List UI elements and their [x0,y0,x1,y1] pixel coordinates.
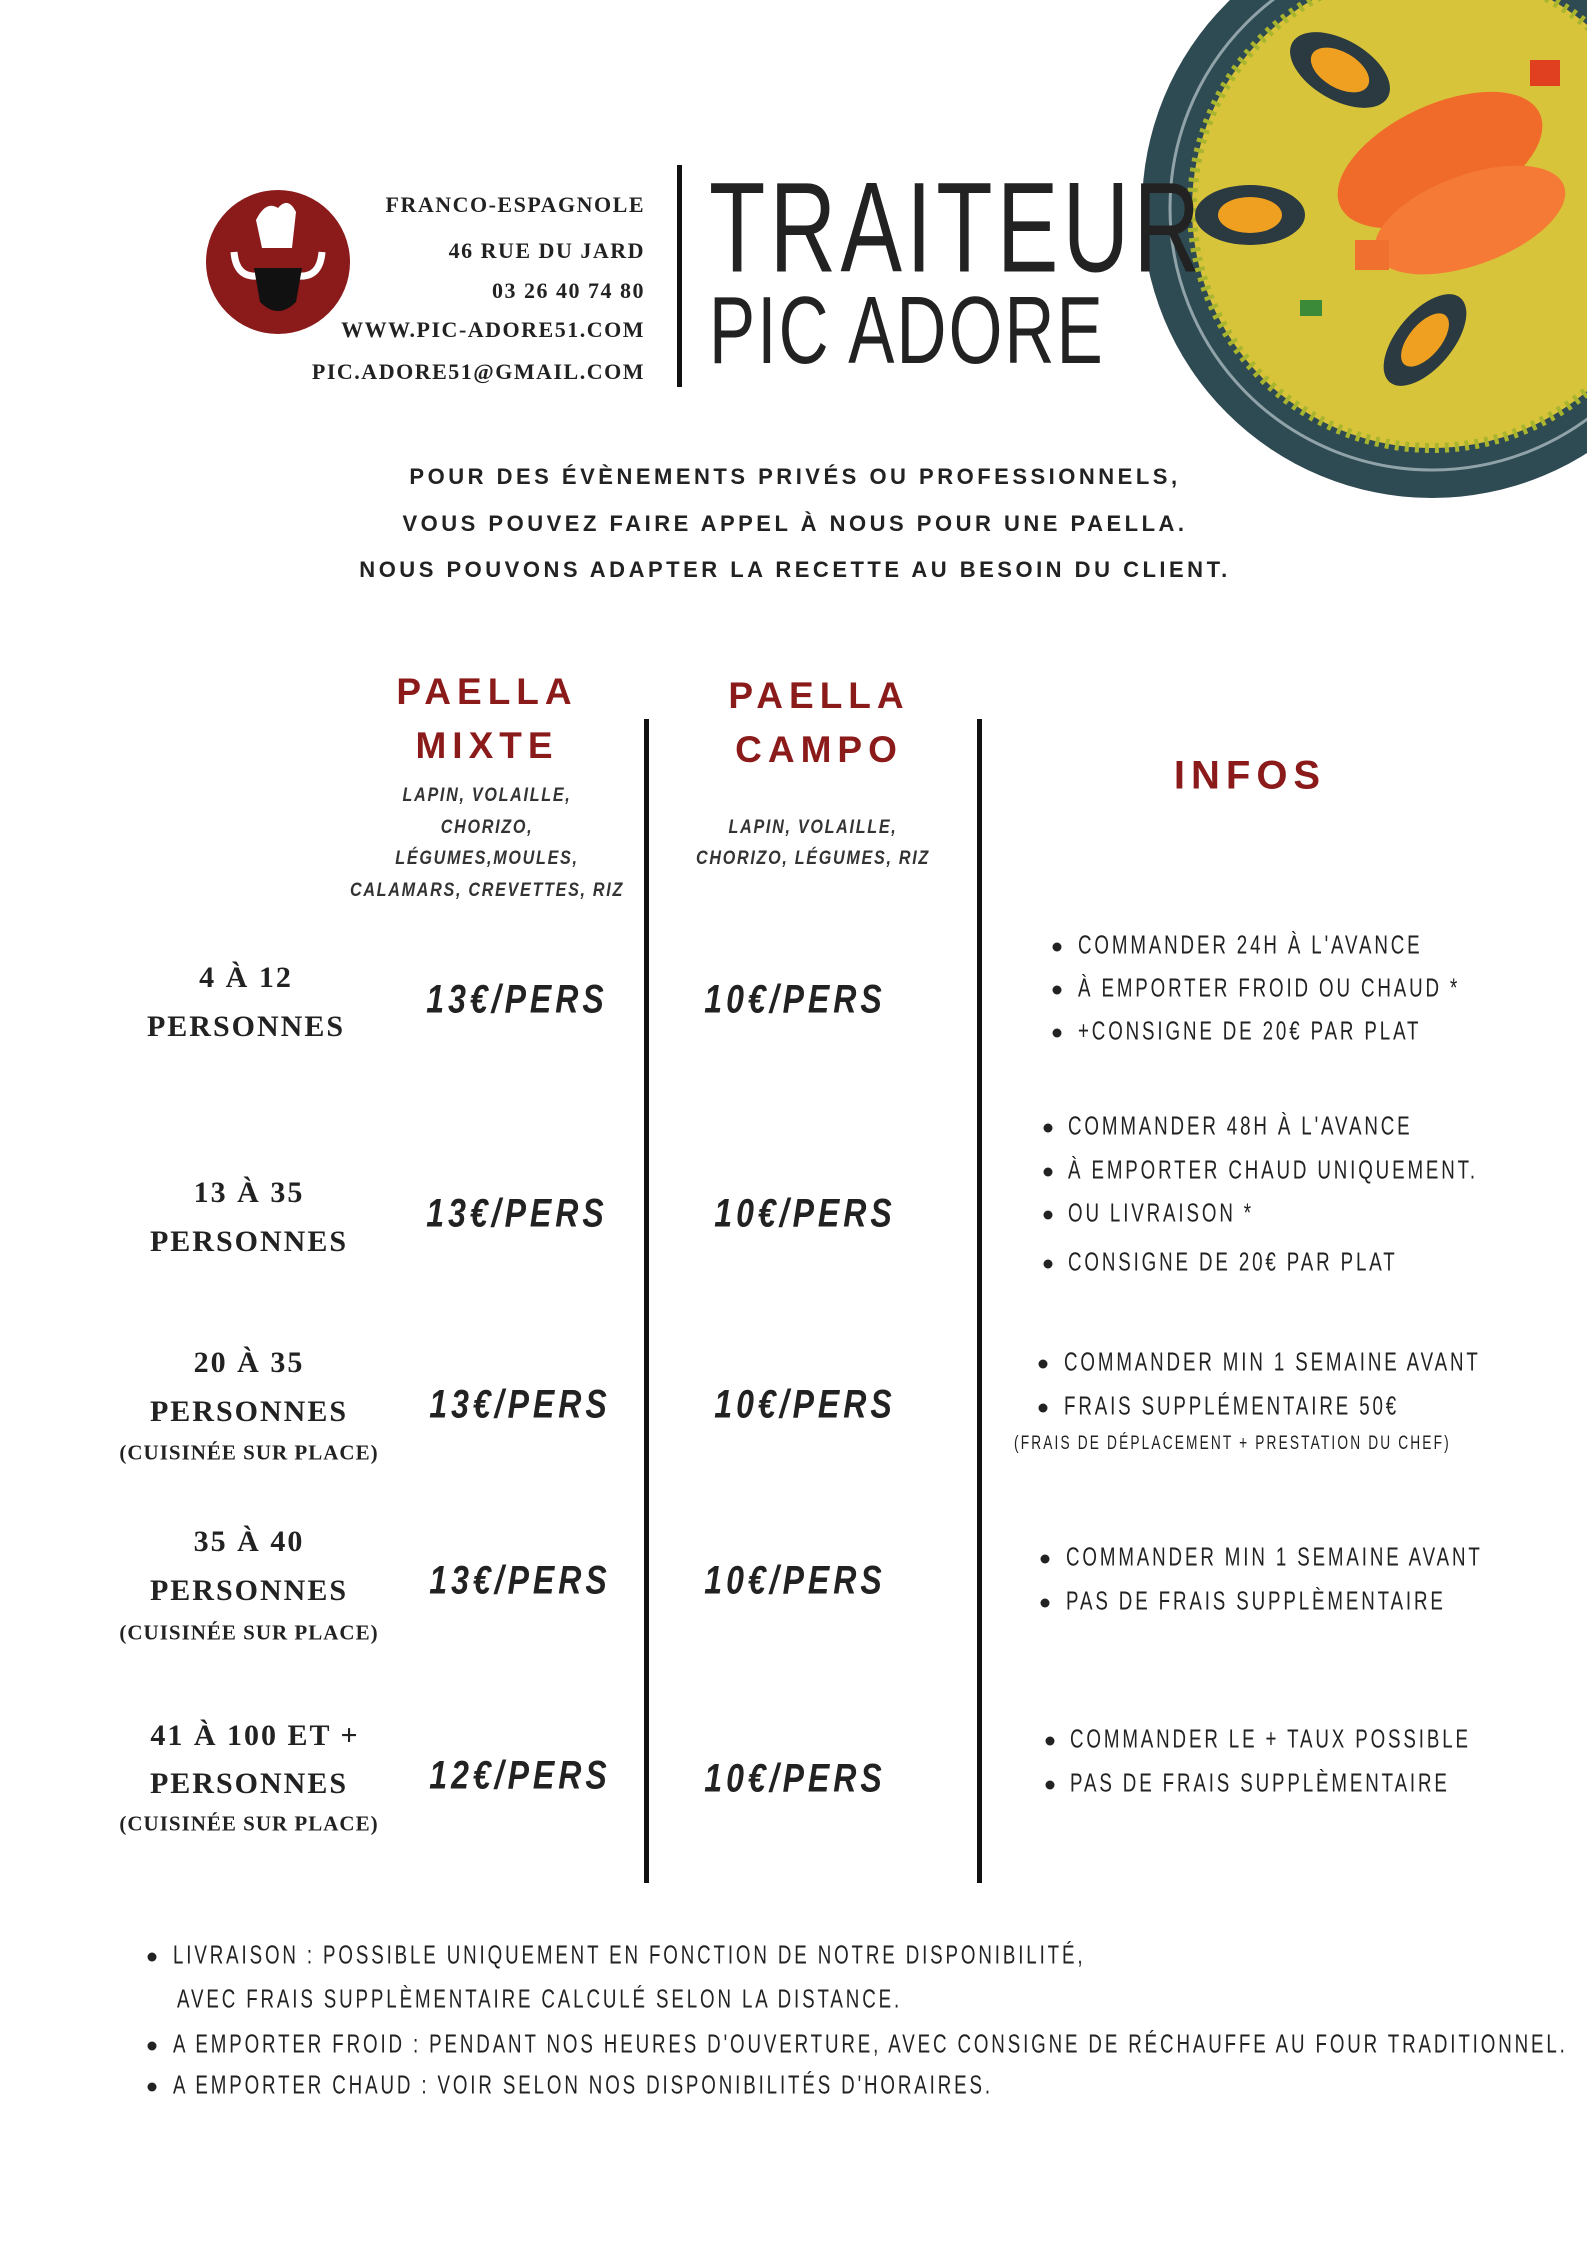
bullet-icon [1041,1555,1050,1564]
contact-address: 46 RUE DU JARD [448,238,645,263]
row-note: (CUISINÉE SUR PLACE) [119,1440,379,1465]
intro-line: POUR DES ÉVÈNEMENTS PRIVÉS OU PROFESSIONNELS, [409,464,1181,489]
contact-tagline: FRANCO-ESPAGNOLE [385,192,645,217]
column-title-infos: INFOS [1173,753,1327,798]
info-item: +CONSIGNE DE 20€ PAR PLAT [1078,1015,1422,1046]
column-title-campo: PAELLA [728,675,910,716]
info-item: FRAIS SUPPLÉMENTAIRE 50€ [1064,1390,1400,1421]
price-campo: 10€/PERS [704,1558,886,1603]
row-label: PERSONNES [146,1010,346,1043]
price-campo: 10€/PERS [704,977,886,1022]
info-note: (FRAIS DE DÉPLACEMENT + PRESTATION DU CHEF) [1014,1433,1451,1454]
info-item: COMMANDER MIN 1 SEMAINE AVANT [1066,1541,1483,1572]
intro-line: NOUS POUVONS ADAPTER LA RECETTE AU BESOIN DU CLIENT. [359,557,1231,582]
bull-chef-logo [206,190,350,334]
bullet-icon [1053,986,1062,995]
bullet-icon [148,1953,157,1962]
row-label: 35 À 40 [193,1525,305,1558]
info-item: OU LIVRAISON * [1068,1197,1254,1228]
bullet-icon [1046,1737,1055,1746]
business-name: PIC ADORE [709,277,1105,384]
row-note: (CUISINÉE SUR PLACE) [119,1811,379,1836]
info-item: PAS DE FRAIS SUPPLÈMENTAIRE [1066,1585,1446,1616]
paella-plate-illustration [1140,0,1587,500]
bullet-icon [1044,1168,1053,1177]
bullet-icon [1044,1211,1053,1220]
info-item: COMMANDER 24H À L'AVANCE [1078,929,1423,960]
bullet-icon [1044,1260,1053,1269]
header-divider [677,165,682,387]
row-label: 4 À 12 [199,961,293,994]
info-item: À EMPORTER CHAUD UNIQUEMENT. [1068,1154,1479,1185]
column-divider [644,719,649,1883]
price-campo: 10€/PERS [704,1756,886,1801]
price-campo: 10€/PERS [714,1191,896,1236]
bullet-icon [1053,943,1062,952]
price-mixte: 13€/PERS [429,1382,611,1427]
info-item: CONSIGNE DE 20€ PAR PLAT [1068,1246,1398,1277]
bullet-icon [1039,1360,1048,1369]
footer-note: LIVRAISON : POSSIBLE UNIQUEMENT EN FONCTION DE NOTRE DISPONIBILITÉ, [173,1939,1086,1970]
info-item: PAS DE FRAIS SUPPLÈMENTAIRE [1070,1767,1450,1798]
info-item: COMMANDER LE + TAUX POSSIBLE [1070,1723,1471,1754]
row-label: PERSONNES [149,1767,349,1800]
page-title: TRAITEUR [709,156,1205,300]
column-divider [977,719,982,1883]
mixte-ingredients: LÉGUMES,MOULES, [395,848,579,869]
contact-phone[interactable]: 03 26 40 74 80 [492,278,645,303]
footer-note: AVEC FRAIS SUPPLÈMENTAIRE CALCULÉ SELON LA DISTANCE. [177,1983,903,2014]
column-title-mixte: PAELLA [396,671,578,712]
row-label: 20 À 35 [193,1346,305,1379]
row-label: PERSONNES [149,1395,349,1428]
row-label: PERSONNES [149,1574,349,1607]
row-label: 41 À 100 ET + [150,1719,360,1752]
footer-note: A EMPORTER FROID : PENDANT NOS HEURES D'OUVERTURE, AVEC CONSIGNE DE RÉCHAUFFE AU FOUR TRADITIONNEL. [173,2028,1568,2059]
info-item: À EMPORTER FROID OU CHAUD * [1078,972,1461,1003]
mixte-ingredients: CALAMARS, CREVETTES, RIZ [349,880,625,901]
column-title-mixte: MIXTE [415,725,559,766]
row-label: 13 À 35 [193,1176,305,1209]
bullet-icon [1044,1124,1053,1133]
contact-email[interactable]: PIC.ADORE51@GMAIL.COM [311,359,645,384]
price-campo: 10€/PERS [714,1382,896,1427]
info-item: COMMANDER 48H À L'AVANCE [1068,1110,1413,1141]
campo-ingredients: LAPIN, VOLAILLE, [728,817,898,838]
campo-ingredients: CHORIZO, LÉGUMES, RIZ [696,848,930,869]
bullet-icon [1041,1599,1050,1608]
bullet-icon [1039,1404,1048,1413]
bullet-icon [1053,1029,1062,1038]
row-note: (CUISINÉE SUR PLACE) [119,1620,379,1645]
price-mixte: 13€/PERS [426,977,608,1022]
price-mixte: 12€/PERS [429,1753,611,1798]
column-title-campo: CAMPO [735,729,903,770]
contact-website[interactable]: WWW.PIC-ADORE51.COM [341,317,645,342]
info-item: COMMANDER MIN 1 SEMAINE AVANT [1064,1346,1481,1377]
bullet-icon [148,2042,157,2051]
mixte-ingredients: CHORIZO, [440,817,534,838]
bullet-icon [148,2083,157,2092]
footer-note: A EMPORTER CHAUD : VOIR SELON NOS DISPONIBILITÉS D'HORAIRES. [173,2069,993,2100]
bullet-icon [1046,1781,1055,1790]
mixte-ingredients: LAPIN, VOLAILLE, [402,785,572,806]
intro-line: VOUS POUVEZ FAIRE APPEL À NOUS POUR UNE PAELLA. [402,511,1188,536]
price-mixte: 13€/PERS [429,1558,611,1603]
price-mixte: 13€/PERS [426,1191,608,1236]
row-label: PERSONNES [149,1225,349,1258]
